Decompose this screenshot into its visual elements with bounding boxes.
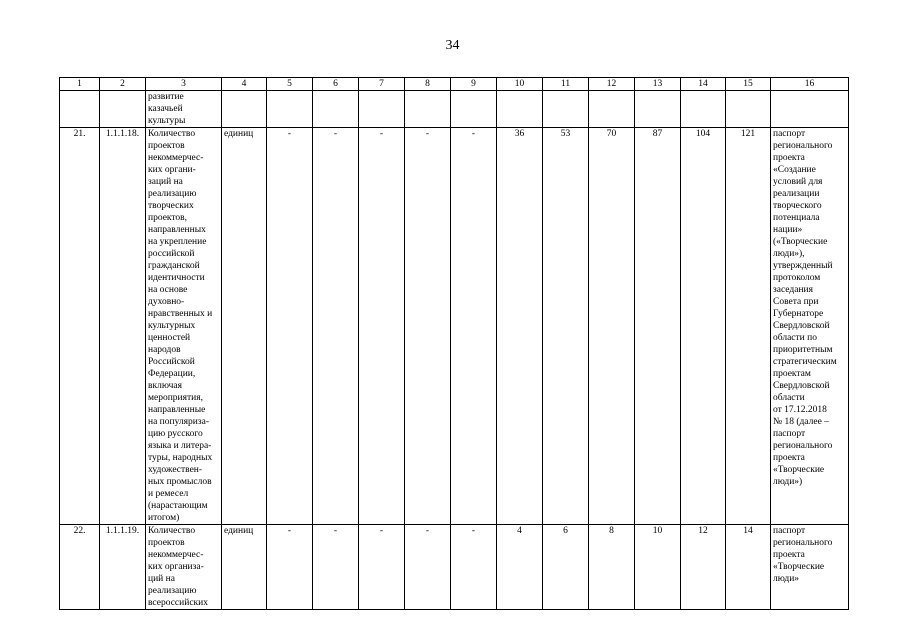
row-number: 22. <box>60 525 100 610</box>
unit-cell: единиц <box>222 128 267 525</box>
indicator-name: Количество проектов некоммерчес- ких организа- ций на реализацию всероссийских <box>146 525 222 610</box>
value-cell: 6 <box>543 525 589 610</box>
value-cell: - <box>359 128 405 525</box>
column-number: 5 <box>267 78 313 91</box>
value-cell: - <box>313 525 359 610</box>
column-number: 16 <box>771 78 849 91</box>
value-cell: 87 <box>635 128 681 525</box>
value-cell: - <box>405 128 451 525</box>
value-cell: - <box>267 525 313 610</box>
column-number: 9 <box>451 78 497 91</box>
row-code: 1.1.1.18. <box>100 128 146 525</box>
column-number: 4 <box>222 78 267 91</box>
column-number: 6 <box>313 78 359 91</box>
source-cell: паспорт регионального проекта «Творческие люди» <box>771 525 849 610</box>
page-number: 34 <box>445 38 460 53</box>
value-cell: 12 <box>681 525 726 610</box>
column-number: 8 <box>405 78 451 91</box>
column-number-row <box>60 78 849 91</box>
column-number: 15 <box>726 78 771 91</box>
column-number: 7 <box>359 78 405 91</box>
indicator-name: Количество проектов некоммерчес- ких органи- заций на реализацию творческих проектов, направленных на укрепление российской гражданской идентичности на основе духовно- нравственных и культурных ценностей народов Российской Федерации, включая мероприятия, направленные на популяриза- цию русского языка и литера- туры, народных художествен- ных промыслов и ремесел (нарастающим итогом) <box>146 128 222 525</box>
column-number: 14 <box>681 78 726 91</box>
row-number: 21. <box>60 128 100 525</box>
value-cell: 53 <box>543 128 589 525</box>
value-cell: - <box>451 128 497 525</box>
value-cell: 70 <box>589 128 635 525</box>
table-row <box>60 525 849 610</box>
column-number: 3 <box>146 78 222 91</box>
column-number: 1 <box>60 78 100 91</box>
value-cell: 104 <box>681 128 726 525</box>
continuation-row <box>60 91 849 128</box>
indicator-name: развитие казачьей культуры <box>146 91 222 128</box>
value-cell: - <box>359 525 405 610</box>
column-number: 10 <box>497 78 543 91</box>
column-number: 12 <box>589 78 635 91</box>
column-number: 11 <box>543 78 589 91</box>
value-cell: - <box>451 525 497 610</box>
indicators-table <box>59 77 849 610</box>
value-cell: - <box>405 525 451 610</box>
value-cell: 10 <box>635 525 681 610</box>
value-cell: 14 <box>726 525 771 610</box>
value-cell: - <box>313 128 359 525</box>
value-cell: 4 <box>497 525 543 610</box>
column-number: 13 <box>635 78 681 91</box>
table-row <box>60 128 849 525</box>
source-cell: паспорт регионального проекта «Создание условий для реализации творческого потенциала нации» («Творческие люди»), утвержденный протоколом заседания Совета при Губернаторе Свердловской области по приоритетным стратегическим проектам Свердловской области от 17.12.2018 № 18 (далее – паспорт регионального проекта «Творческие люди») <box>771 128 849 525</box>
unit-cell: единиц <box>222 525 267 610</box>
value-cell: 36 <box>497 128 543 525</box>
column-number: 2 <box>100 78 146 91</box>
value-cell: - <box>267 128 313 525</box>
value-cell: 121 <box>726 128 771 525</box>
row-code: 1.1.1.19. <box>100 525 146 610</box>
value-cell: 8 <box>589 525 635 610</box>
